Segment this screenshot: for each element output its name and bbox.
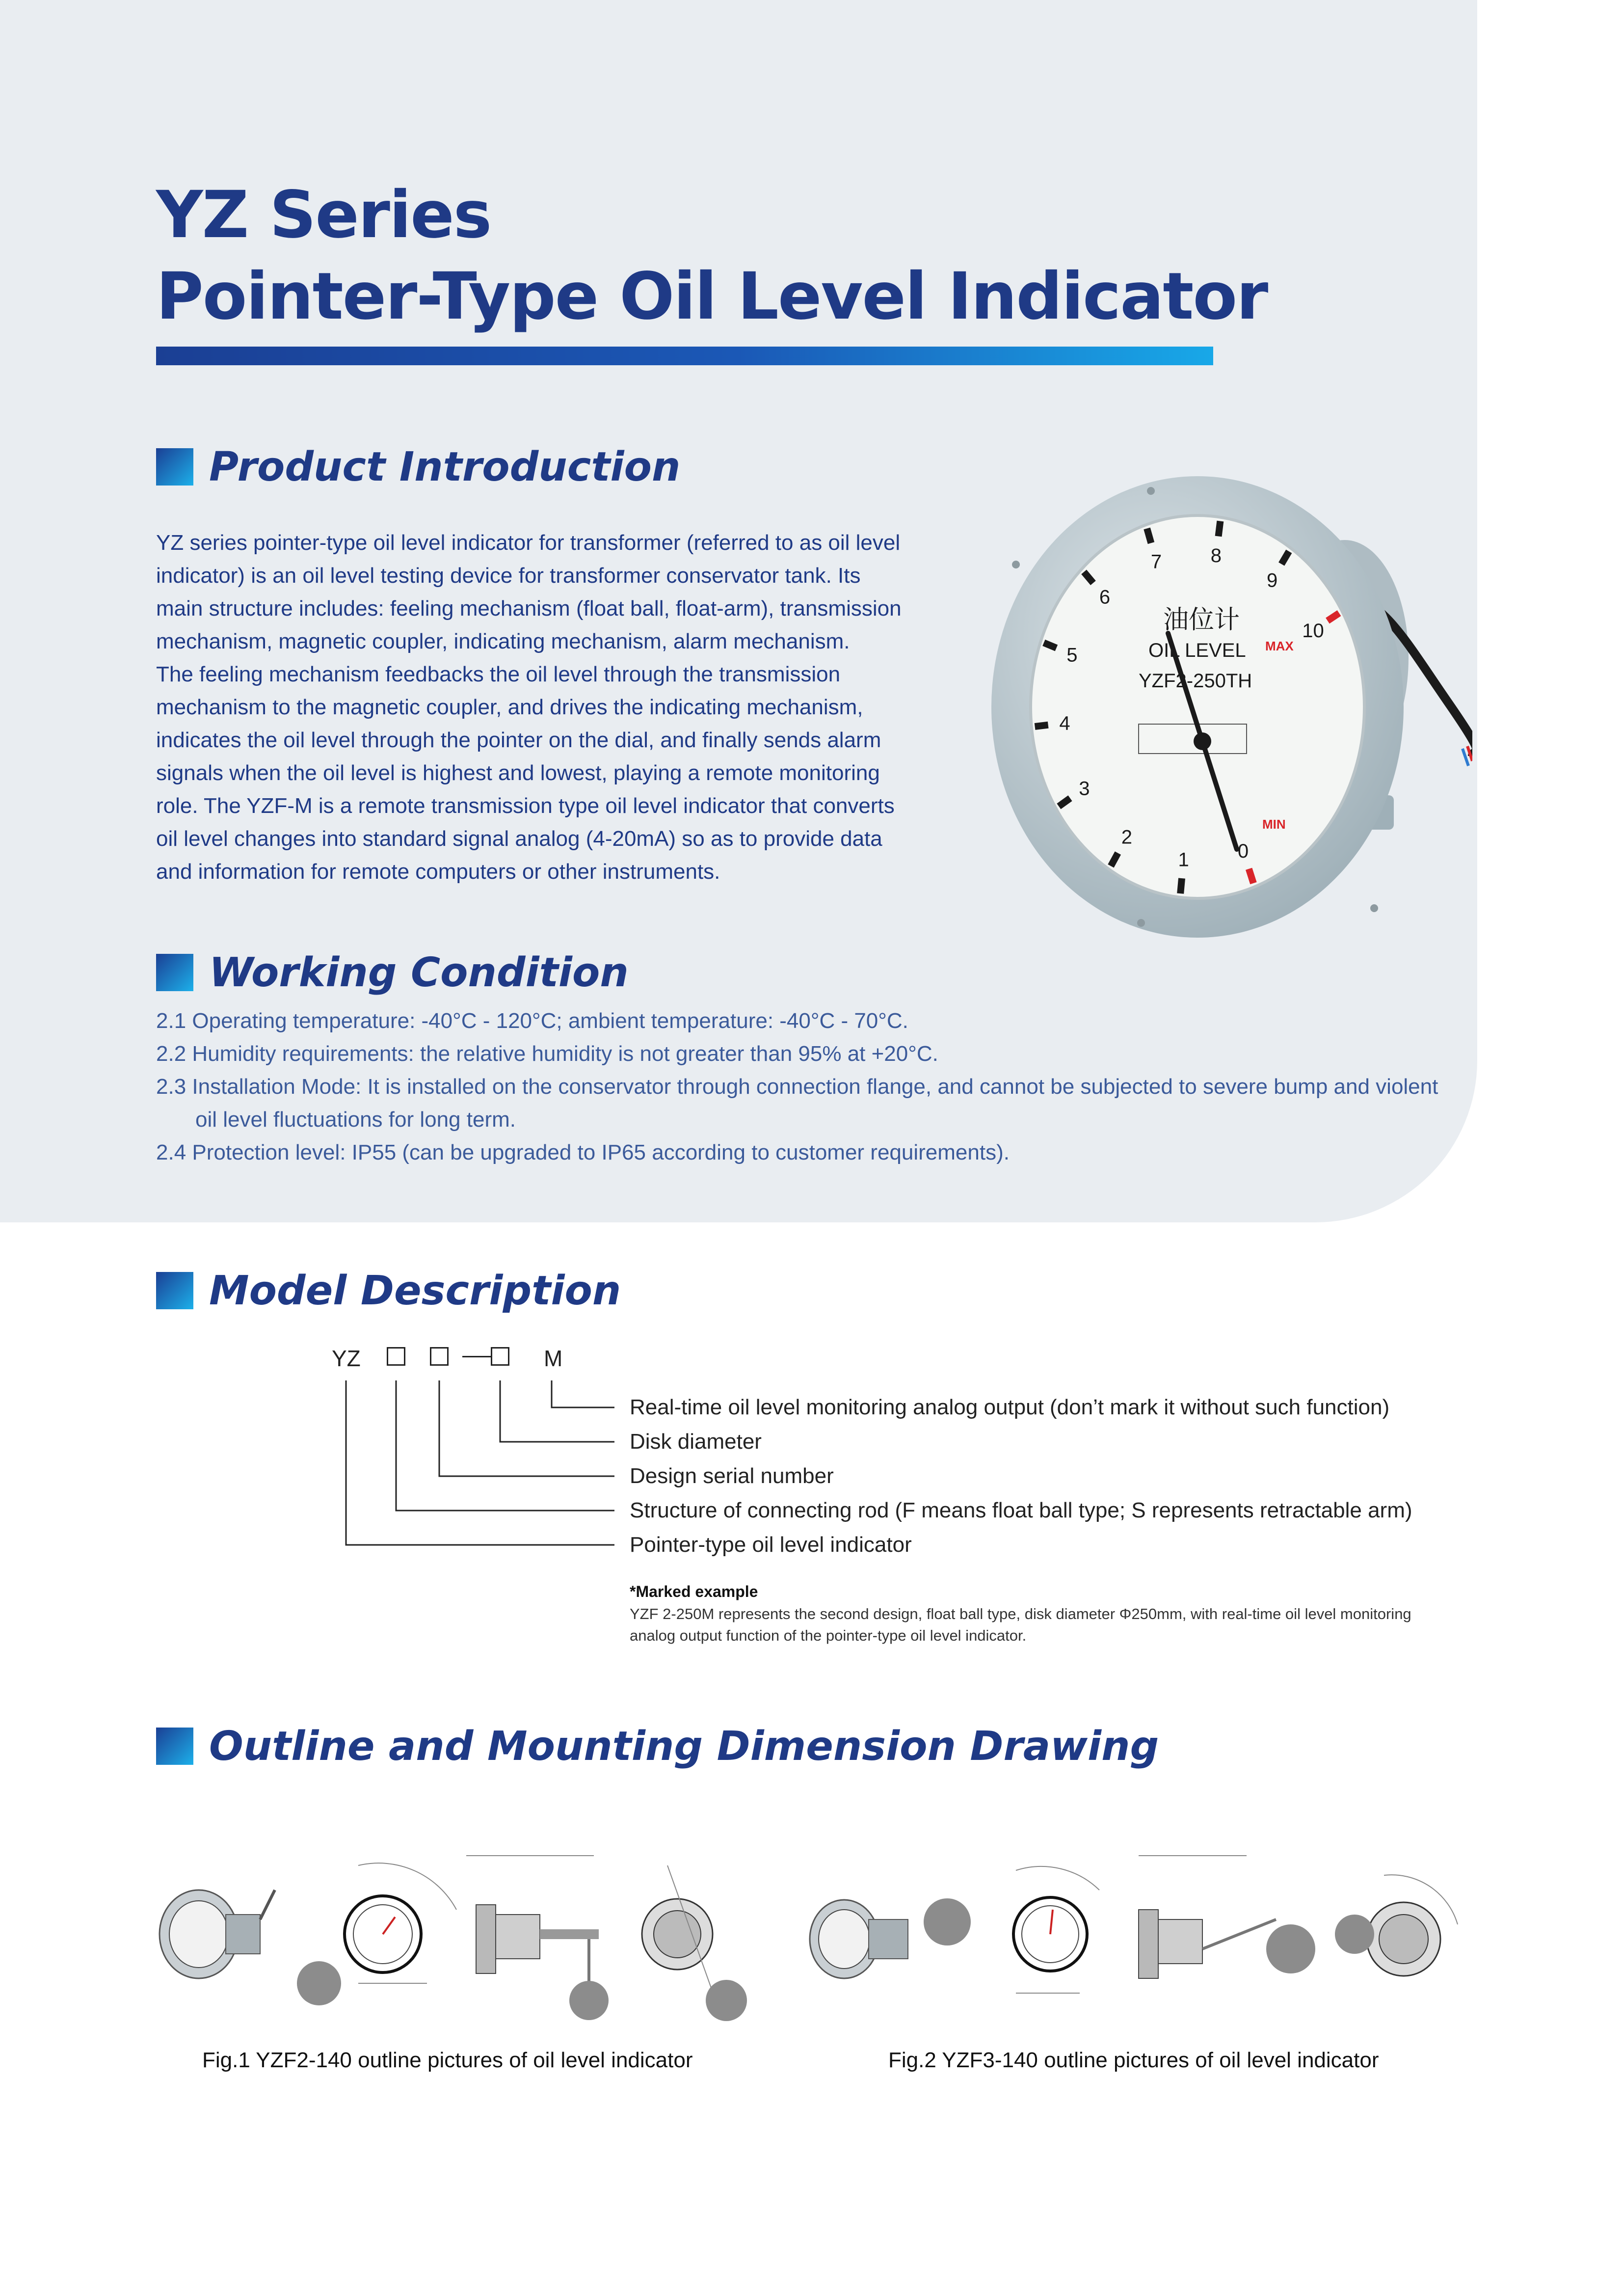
product-introduction-text: YZ series pointer-type oil level indicator for transformer (referred to as oil level indicator) is an oil level testing device for transformer conservator tank. Its main structure includes: feeling mechanism (float ball, float-arm), transmission mechanism, magnetic coupler, indicating mechanism, alarm mechanism. The feeling mechanism feedbacks the oil level through the transmission mechanism to the magnetic coupler, and drives the indicating mechanism, indicates the oil level through the pointer on the dial, and finally sends alarm signals when the oil level is highest and lowest, playing a remote monitoring role. The YZF-M is a remote transmission type oil level indicator that converts oil level changes into standard signal analog (4-20mA) so as to provide data and information for remote computers or other instruments. bbox=[156, 531, 902, 884]
fig2-side-view bbox=[1139, 1856, 1315, 1978]
marked-example-title: *Marked example bbox=[630, 1583, 758, 1600]
fig2-top-view bbox=[1335, 1875, 1458, 1976]
dial-number: 9 bbox=[1266, 569, 1278, 592]
dial-number: 7 bbox=[1150, 551, 1162, 573]
section-title: Model Description bbox=[209, 1267, 621, 1314]
fig1-front-view bbox=[297, 1863, 456, 2005]
leader-line-structure bbox=[396, 1380, 614, 1511]
working-condition-item: 2.2 Humidity requirements: the relative humidity is not greater than 95% at +20°C. bbox=[156, 1042, 938, 1066]
leader-line-type bbox=[346, 1380, 614, 1545]
section-title: Working Condition bbox=[209, 949, 629, 996]
figure-2-caption: Fig.2 YZF3-140 outline pictures of oil level indicator bbox=[888, 2048, 1379, 2072]
dial-number: 0 bbox=[1237, 840, 1249, 863]
fig2-front-view bbox=[1013, 1866, 1099, 1993]
marked-example-text: YZF 2-250M represents the second design, float ball type, disk diameter Φ250mm, with real-time oil level monitoring analog output function of the pointer-type oil level indicator. bbox=[630, 1605, 1411, 1644]
dial-number: 3 bbox=[1079, 778, 1090, 800]
title-line-2: Pointer-Type Oil Level Indicator bbox=[156, 259, 1268, 334]
section-title: Outline and Mounting Dimension Drawing bbox=[209, 1723, 1159, 1770]
dial-number: 4 bbox=[1059, 712, 1070, 734]
section-heading-outline-drawing bbox=[156, 1724, 1159, 1768]
dial-number: 10 bbox=[1302, 620, 1324, 642]
dial-number: 8 bbox=[1210, 545, 1222, 567]
fig1-side-view bbox=[466, 1856, 609, 2020]
dial-oil-level-label: OIL LEVEL bbox=[1148, 640, 1246, 661]
figure-2-drawings bbox=[805, 1836, 1482, 2023]
model-suffix: M bbox=[544, 1346, 563, 1371]
model-label-output: Real-time oil level monitoring analog output (don’t mark it without such function) bbox=[630, 1395, 1390, 1419]
section-marker-icon bbox=[156, 1728, 193, 1765]
model-label-serial: Design serial number bbox=[630, 1464, 834, 1488]
dial-max-label: MAX bbox=[1265, 639, 1294, 653]
title-line-1: YZ Series bbox=[156, 177, 491, 253]
fig2-3d-view bbox=[810, 1898, 971, 1978]
dial-number: 6 bbox=[1099, 586, 1111, 608]
figure-1-drawings bbox=[152, 1836, 756, 2023]
model-prefix: YZ bbox=[332, 1346, 361, 1371]
leader-line-output bbox=[552, 1380, 614, 1407]
working-condition-item: 2.4 Protection level: IP55 (can be upgraded to IP65 according to customer requirements). bbox=[156, 1140, 1010, 1164]
working-condition-item: 2.1 Operating temperature: -40°C - 120°C; ambient temperature: -40°C - 70°C. bbox=[156, 1009, 908, 1033]
dial-min-label: MIN bbox=[1262, 817, 1286, 832]
dial-model-label: YZF2-250TH bbox=[1139, 670, 1252, 692]
fig1-top-view bbox=[642, 1865, 747, 2021]
working-condition-item: 2.3 Installation Mode: It is installed on the conservator through connection flange, and cannot be subjected to severe bump and violent oil level fluctuations for long term. bbox=[156, 1075, 1438, 1132]
model-label-type: Pointer-type oil level indicator bbox=[630, 1533, 912, 1557]
model-label-disk: Disk diameter bbox=[630, 1430, 762, 1454]
section-title: Product Introduction bbox=[209, 443, 681, 490]
figure-1-caption: Fig.1 YZF2-140 outline pictures of oil level indicator bbox=[202, 2048, 693, 2072]
fig1-3d-view bbox=[160, 1890, 275, 1978]
dial-number: 1 bbox=[1178, 849, 1189, 871]
model-label-structure: Structure of connecting rod (F means float ball type; S represents retractable arm) bbox=[630, 1498, 1412, 1522]
leader-line-serial bbox=[439, 1380, 614, 1476]
leader-line-disk bbox=[500, 1380, 614, 1442]
dial-chinese-label: 油位计 bbox=[1163, 606, 1240, 634]
dial-number: 5 bbox=[1066, 644, 1078, 666]
dial-number: 2 bbox=[1121, 826, 1132, 848]
